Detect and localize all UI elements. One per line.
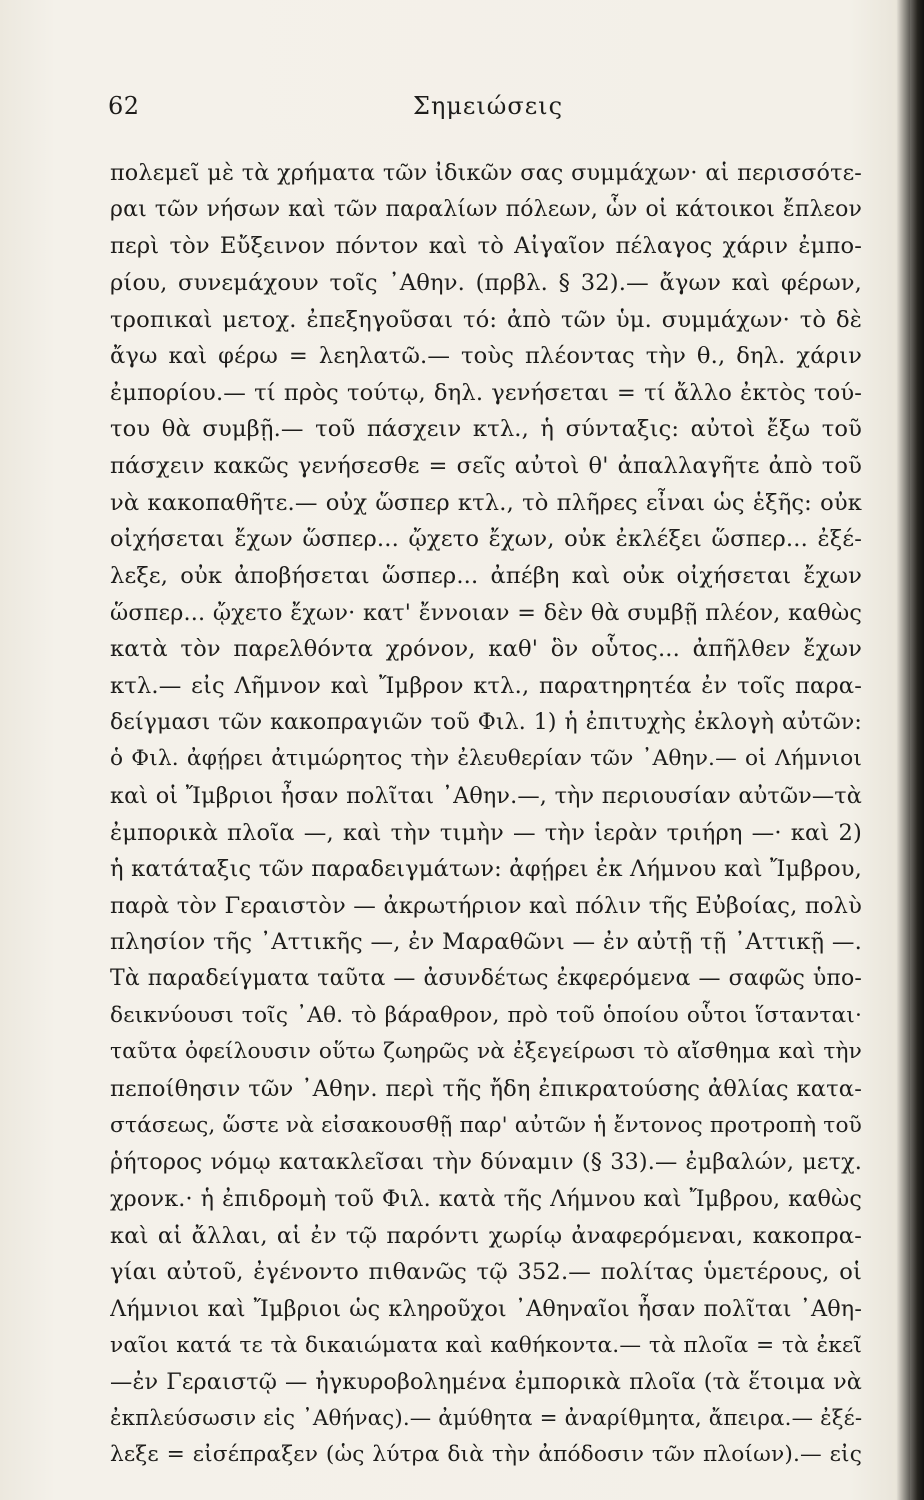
text-line-34: —ἐν Γεραιστῷ — ἠγκυροβολημένα ἐμπορικὰ πλοῖα (τὰ ἕτοιμα νὰ <box>110 1369 862 1396</box>
text-line-19: ἐμπορικὰ πλοῖα —, καὶ τὴν τιμὴν — τὴν ἱερὰν τριήρη —· καὶ 2) <box>110 819 862 846</box>
text-line-9: πάσχειν κακῶς γενήσεσθε = σεῖς αὐτοὶ θ' ἀπαλλαγῆτε ἀπὸ τοῦ <box>110 453 862 480</box>
text-line-29: χρονκ.· ἡ ἐπιδρομὴ τοῦ Φιλ. κατὰ τῆς Λήμνου καὶ Ἴμβρου, καθὼς <box>110 1185 862 1212</box>
text-line-5: τροπικαὶ μετοχ. ἐπεξηγοῦσαι τό: ἀπὸ τῶν ὑμ. συμμάχων· τὸ δὲ <box>110 306 862 333</box>
text-line-22: πλησίον τῆς ᾿Αττικῆς —, ἐν Μαραθῶνι — ἐν αὐτῇ τῇ ᾿Αττικῇ —. <box>110 929 862 956</box>
text-line-17: ὁ Φιλ. ἀφῄρει ἀτιμώρητος τὴν ἐλευθερίαν τῶν ᾿Αθην.— οἱ Λήμνιοι <box>110 746 862 772</box>
text-line-36: λεξε = εἰσέπραξεν (ὡς λύτρα διὰ τὴν ἀπόδοσιν τῶν πλοίων).— εἰς <box>110 1442 862 1468</box>
page-number: 62 <box>108 92 140 120</box>
text-line-27: στάσεως, ὥστε νὰ εἰσακουσθῇ παρ' αὐτῶν ἡ ἔντονος προτροπὴ τοῦ <box>110 1112 862 1138</box>
text-line-26: πεποίθησιν τῶν ᾿Αθην. περὶ τῆς ἤδη ἐπικρατούσης ἀθλίας κατα- <box>110 1076 862 1103</box>
page-header <box>108 92 868 132</box>
text-line-31: γίαι αὐτοῦ, ἐγένοντο πιθανῶς τῷ 352.— πολίτας ὑμετέρους, οἱ <box>110 1259 862 1286</box>
book-spine-edge <box>910 0 924 1500</box>
text-line-16: δείγμασι τῶν κακοπραγιῶν τοῦ Φιλ. 1) ἡ ἐπιτυχὴς ἐκλογὴ αὐτῶν: <box>110 709 862 735</box>
text-line-8: του θὰ συμβῇ.— τοῦ πάσχειν κτλ., ἡ σύνταξις: αὐτοὶ ἔξω τοῦ <box>110 416 862 443</box>
text-line-1: πολεμεῖ μὲ τὰ χρήματα τῶν ἰδικῶν σας συμμάχων· αἱ περισσότε- <box>110 160 862 186</box>
text-line-24: δεικνύουσι τοῖς ᾿Αθ. τὸ βάραθρον, πρὸ τοῦ ὁποίου οὗτοι ἵστανται· <box>110 1002 862 1028</box>
text-line-28: ῥήτορος νόμῳ κατακλεῖσαι τὴν δύναμιν (§ 33).— ἐμβαλών, μετχ. <box>110 1149 862 1176</box>
text-line-21: παρὰ τὸν Γεραιστὸν — ἀκρωτήριον καὶ πόλιν τῆς Εὐβοίας, πολὺ <box>110 892 862 919</box>
text-line-10: νὰ κακοπαθῆτε.— οὐχ ὥσπερ κτλ., τὸ πλῆρες εἶναι ὡς ἑξῆς: οὐκ <box>110 489 862 516</box>
text-line-4: ρίου, συνεμάχουν τοῖς ᾿Αθην. (πρβλ. § 32).— ἄγων καὶ φέρων, <box>110 269 862 296</box>
text-line-18: καὶ οἱ Ἴμβριοι ἦσαν πολῖται ᾿Αθην.—, τὴν περιουσίαν αὐτῶν—τὰ <box>110 782 862 809</box>
text-line-14: κατὰ τὸν παρελθόντα χρόνον, καθ' ὃν οὗτος... ἀπῆλθεν ἔχων <box>110 636 862 663</box>
text-line-7: ἐμπορίου.— τί πρὸς τούτῳ, δηλ. γενήσεται = τί ἄλλο ἐκτὸς τού- <box>110 379 862 406</box>
text-line-33: ναῖοι κατά τε τὰ δικαιώματα καὶ καθήκοντα.— τὰ πλοῖα = τὰ ἐκεῖ <box>110 1332 862 1358</box>
text-line-32: Λήμνιοι καὶ Ἴμβριοι ὡς κληροῦχοι ᾿Αθηναῖοι ἦσαν πολῖται ᾿Αθη- <box>110 1295 862 1322</box>
text-line-20: ἡ κατάταξις τῶν παραδειγμάτων: ἀφῄρει ἐκ Λήμνου καὶ Ἴμβρου, <box>110 856 862 883</box>
text-line-15: κτλ.— εἰς Λῆμνον καὶ Ἴμβρον κτλ., παρατηρητέα ἐν τοῖς παρα- <box>110 672 862 699</box>
text-line-3: περὶ τὸν Εὔξεινον πόντον καὶ τὸ Αἰγαῖον πέλαγος χάριν ἐμπο- <box>110 233 862 260</box>
text-line-11: οἰχήσεται ἔχων ὥσπερ... ᾤχετο ἔχων, οὐκ ἐκλέξει ὥσπερ... ἐξέ- <box>110 526 862 553</box>
notes-text-body <box>110 155 862 1474</box>
text-line-13: ὥσπερ... ᾤχετο ἔχων· κατ' ἔννοιαν = δὲν θὰ συμβῇ πλέον, καθὼς <box>110 599 862 626</box>
text-line-35: ἐκπλεύσωσιν εἰς ᾿Αθήνας).— ἀμύθητα = ἀναρίθμητα, ἄπειρα.— ἐξέ- <box>110 1405 862 1431</box>
text-line-30: καὶ αἱ ἄλλαι, αἱ ἐν τῷ παρόντι χωρίῳ ἀναφερόμεναι, κακοπρα- <box>110 1222 862 1249</box>
text-line-12: λεξε, οὐκ ἀποβήσεται ὥσπερ... ἀπέβη καὶ οὐκ οἰχήσεται ἔχων <box>110 563 862 590</box>
text-line-6: ἄγω καὶ φέρω = λεηλατῶ.— τοὺς πλέοντας τὴν θ., δηλ. χάριν <box>110 343 862 370</box>
text-line-2: ραι τῶν νήσων καὶ τῶν παραλίων πόλεων, ὧν οἱ κάτοικοι ἔπλεον <box>110 196 862 222</box>
text-line-23: Τὰ παραδείγματα ταῦτα — ἀσυνδέτως ἐκφερόμενα — σαφῶς ὑπο- <box>110 966 862 992</box>
running-title: Σημειώσεις <box>412 92 564 120</box>
text-line-25: ταῦτα ὀφείλουσιν οὕτω ζωηρῶς νὰ ἐξεγείρωσι τὸ αἴσθημα καὶ τὴν <box>110 1039 862 1065</box>
